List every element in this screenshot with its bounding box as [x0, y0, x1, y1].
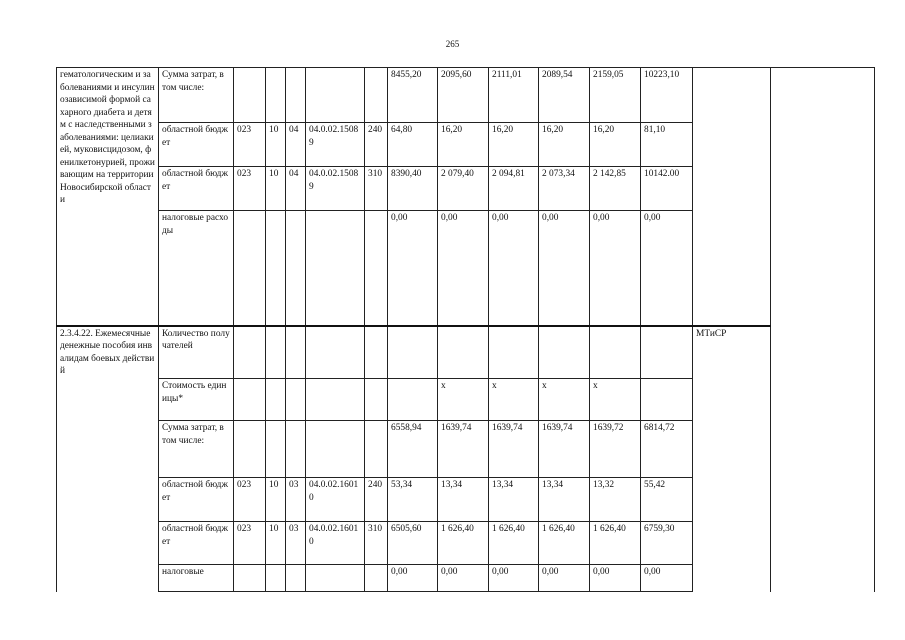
cell-y3	[539, 326, 590, 379]
cell-rz: 10	[266, 123, 286, 167]
cell-csr	[306, 421, 365, 478]
cell-label: Количество получателей	[159, 326, 234, 379]
cell-y1: 13,34	[438, 478, 489, 522]
cell-y3: 2089,54	[539, 68, 590, 123]
cell-y3: 16,20	[539, 123, 590, 167]
cell-y4: x	[590, 379, 641, 421]
cell-y1: 0,00	[438, 565, 489, 592]
cell-y3: 13,34	[539, 478, 590, 522]
cell-y5: 0,00	[641, 565, 693, 592]
cell-y4: 0,00	[590, 211, 641, 326]
cell-label: областной бюджет	[159, 123, 234, 167]
cell-grbs	[234, 211, 266, 326]
cell-vr	[365, 421, 388, 478]
budget-table	[56, 67, 875, 592]
cell-rz	[266, 68, 286, 123]
cell-total: 6558,94	[388, 421, 438, 478]
cell-vr	[365, 68, 388, 123]
cell-total: 8455,20	[388, 68, 438, 123]
cell-y5: 81,10	[641, 123, 693, 167]
cell-vr: 240	[365, 123, 388, 167]
cell-csr	[306, 326, 365, 379]
executor-cell: МТиСР	[693, 326, 771, 592]
cell-y4	[590, 326, 641, 379]
cell-csr: 04.0.02.16010	[306, 522, 365, 565]
cell-total	[388, 379, 438, 421]
cell-vr: 310	[365, 167, 388, 211]
cell-label: областной бюджет	[159, 522, 234, 565]
cell-total: 6505,60	[388, 522, 438, 565]
cell-y1: 2095,60	[438, 68, 489, 123]
cell-total: 0,00	[388, 565, 438, 592]
cell-pr: 04	[286, 167, 306, 211]
cell-rz	[266, 326, 286, 379]
cell-pr	[286, 211, 306, 326]
cell-total: 0,00	[388, 211, 438, 326]
cell-vr	[365, 326, 388, 379]
cell-rz	[266, 565, 286, 592]
cell-y5: 6759,30	[641, 522, 693, 565]
cell-y1: 0,00	[438, 211, 489, 326]
cell-y2: 0,00	[489, 211, 539, 326]
cell-csr: 04.0.02.16010	[306, 478, 365, 522]
cell-grbs: 023	[234, 478, 266, 522]
cell-pr	[286, 379, 306, 421]
cell-y3: 1639,74	[539, 421, 590, 478]
cell-y2: 2111,01	[489, 68, 539, 123]
cell-pr	[286, 421, 306, 478]
cell-grbs: 023	[234, 522, 266, 565]
cell-y5: 10223,10	[641, 68, 693, 123]
cell-total: 53,34	[388, 478, 438, 522]
cell-total: 8390,40	[388, 167, 438, 211]
cell-y4: 2159,05	[590, 68, 641, 123]
table-body	[57, 68, 875, 592]
cell-y1: 1639,74	[438, 421, 489, 478]
cell-label: налоговые расходы	[159, 211, 234, 326]
cell-pr: 04	[286, 123, 306, 167]
cell-y4: 0,00	[590, 565, 641, 592]
cell-y2: 13,34	[489, 478, 539, 522]
cell-csr: 04.0.02.15089	[306, 167, 365, 211]
cell-rz	[266, 421, 286, 478]
cell-label: Стоимость единицы*	[159, 379, 234, 421]
cell-y5: 6814,72	[641, 421, 693, 478]
cell-rz	[266, 211, 286, 326]
cell-grbs	[234, 565, 266, 592]
cell-y3: x	[539, 379, 590, 421]
cell-rz: 10	[266, 478, 286, 522]
cell-y5: 55,42	[641, 478, 693, 522]
cell-y5: 0,00	[641, 211, 693, 326]
cell-grbs: 023	[234, 167, 266, 211]
cell-y5	[641, 326, 693, 379]
cell-y1	[438, 326, 489, 379]
cell-csr	[306, 68, 365, 123]
cell-y2: 2 094,81	[489, 167, 539, 211]
notes-cell	[771, 68, 875, 592]
measure-description-cell: гематологическим и заболеваниями и инсулинозависимой формой сахарного диабета и детям с наследственными заболеваниями: целиакией, муковисцидозом, фенилкетонурией, проживающим на территории Новосибирской области	[57, 68, 159, 326]
cell-pr: 03	[286, 478, 306, 522]
cell-csr	[306, 211, 365, 326]
cell-label: налоговые	[159, 565, 234, 592]
cell-grbs	[234, 379, 266, 421]
cell-pr	[286, 565, 306, 592]
cell-rz: 10	[266, 522, 286, 565]
cell-rz	[266, 379, 286, 421]
cell-pr	[286, 326, 306, 379]
cell-csr: 04.0.02.15089	[306, 123, 365, 167]
cell-y3: 2 073,34	[539, 167, 590, 211]
cell-total: 64,80	[388, 123, 438, 167]
cell-y5	[641, 379, 693, 421]
cell-y4: 1 626,40	[590, 522, 641, 565]
cell-y4: 16,20	[590, 123, 641, 167]
measure-description-cell: 2.3.4.22. Ежемесячные денежные пособия инвалидам боевых действий	[57, 326, 159, 592]
cell-grbs	[234, 68, 266, 123]
cell-y1: 16,20	[438, 123, 489, 167]
cell-y2: 1 626,40	[489, 522, 539, 565]
cell-pr	[286, 68, 306, 123]
cell-y1: 1 626,40	[438, 522, 489, 565]
table-row	[57, 326, 875, 379]
cell-pr: 03	[286, 522, 306, 565]
cell-vr: 240	[365, 478, 388, 522]
cell-y3: 1 626,40	[539, 522, 590, 565]
cell-y2: x	[489, 379, 539, 421]
cell-y2: 0,00	[489, 565, 539, 592]
cell-y1: 2 079,40	[438, 167, 489, 211]
cell-grbs	[234, 326, 266, 379]
cell-label: областной бюджет	[159, 167, 234, 211]
cell-y3: 0,00	[539, 211, 590, 326]
cell-total	[388, 326, 438, 379]
cell-y2: 1639,74	[489, 421, 539, 478]
cell-y3: 0,00	[539, 565, 590, 592]
page-number: 265	[445, 39, 460, 49]
cell-vr	[365, 379, 388, 421]
cell-vr	[365, 565, 388, 592]
cell-rz: 10	[266, 167, 286, 211]
cell-y2	[489, 326, 539, 379]
table-row	[57, 68, 875, 123]
cell-grbs: 023	[234, 123, 266, 167]
cell-y4: 1639,72	[590, 421, 641, 478]
cell-csr	[306, 379, 365, 421]
cell-label: Сумма затрат, в том числе:	[159, 68, 234, 123]
cell-y4: 2 142,85	[590, 167, 641, 211]
cell-y2: 16,20	[489, 123, 539, 167]
cell-vr	[365, 211, 388, 326]
cell-vr: 310	[365, 522, 388, 565]
cell-label: Сумма затрат, в том числе:	[159, 421, 234, 478]
executor-cell	[693, 68, 771, 326]
cell-y4: 13,32	[590, 478, 641, 522]
cell-csr	[306, 565, 365, 592]
cell-y1: x	[438, 379, 489, 421]
cell-grbs	[234, 421, 266, 478]
cell-label: областной бюджет	[159, 478, 234, 522]
cell-y5: 10142.00	[641, 167, 693, 211]
